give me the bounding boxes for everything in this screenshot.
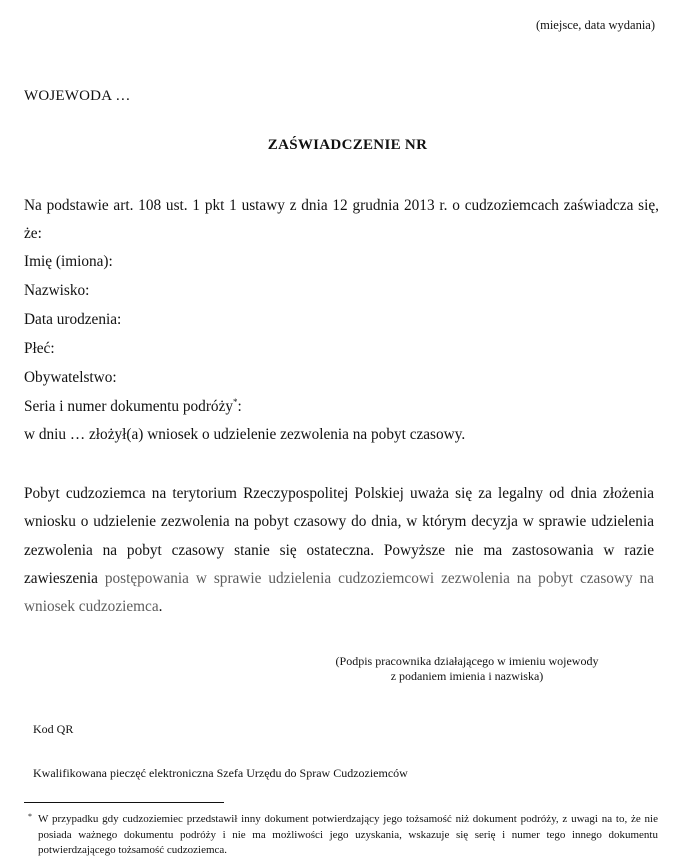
- field-surname: Nazwisko:: [24, 282, 90, 299]
- authority-heading: WOJEWODA …: [24, 88, 131, 104]
- signature-note-line-2: z podaniem imienia i nazwiska): [390, 669, 544, 683]
- legal-stay-text-muted: postępowania w sprawie udzielenia cudzoziemcowi zezwolenia na pobyt czasowy na wniosek cudzoziemca: [24, 569, 654, 616]
- electronic-seal-label: Kwalifikowana pieczęć elektroniczna Szefa Urzędu do Spraw Cudzoziemców: [33, 766, 408, 780]
- field-travel-document-colon: :: [237, 398, 242, 415]
- qr-code-label: Kod QR: [33, 722, 74, 736]
- issue-place-date-label: (miejsce, data wydania): [535, 18, 655, 32]
- field-first-names: Imię (imiona):: [24, 253, 113, 270]
- legal-stay-text-main: Pobyt cudzoziemca na terytorium Rzeczypospolitej Polskiej uważa się za legalny od dnia złożenia wniosku o udzielenie zezwolenia na pobyt czasowy do dnia, w którym decyzja w sprawie udzielenia zezwolenia na pobyt czasowy stanie się ostateczna. Powyższe nie ma zastosowania w razie zawieszenia: [24, 485, 654, 587]
- field-travel-document-label: Seria i numer dokumentu podróży: [24, 398, 234, 415]
- footnote-marker: *: [28, 812, 32, 821]
- legal-stay-paragraph: [24, 480, 654, 621]
- signature-note: [312, 654, 622, 684]
- footnote-divider: [24, 802, 224, 803]
- application-date-line: w dniu … złożył(a) wniosek o udzielenie zezwolenia na pobyt czasowy.: [24, 426, 466, 443]
- legal-basis-paragraph: Na podstawie art. 108 ust. 1 pkt 1 ustawy z dnia 12 grudnia 2013 r. o cudzoziemcach zaświadcza się, że:: [24, 197, 659, 242]
- field-sex: Płeć:: [24, 340, 55, 357]
- field-citizenship: Obywatelstwo:: [24, 369, 117, 386]
- legal-stay-text-end: .: [158, 598, 163, 616]
- footnote: [28, 812, 658, 859]
- signature-note-line-1: (Podpis pracownika działającego w imieniu wojewody: [335, 654, 599, 668]
- footnote-reference-marker: *: [233, 396, 238, 407]
- field-birth-date: Data urodzenia:: [24, 311, 122, 328]
- footnote-text: W przypadku gdy cudzoziemiec przedstawił inny dokument potwierdzający jego tożsamość niż dokument podróży, z uwagi na to, że nie posiada ważnego dokumentu podróży i nie ma możliwości jego uzyskania, wskazuje się serię i numer tego innego dokumentu potwierdzającego tożsamość cudzoziemca.: [38, 813, 658, 856]
- field-travel-document: [24, 397, 242, 417]
- certificate-title: ZAŚWIADCZENIE NR: [267, 137, 428, 153]
